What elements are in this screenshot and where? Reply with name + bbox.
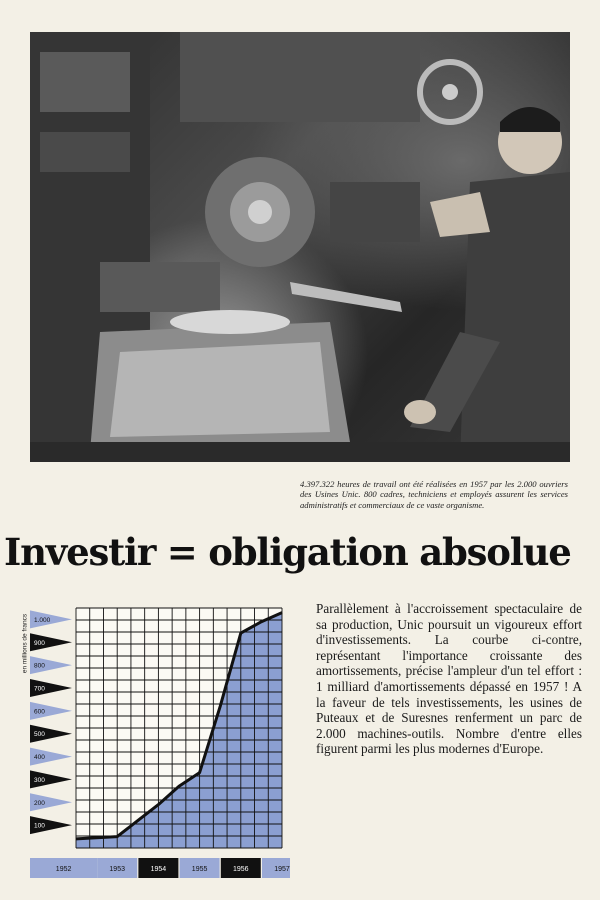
x-tick-label: 1957 bbox=[274, 866, 290, 873]
body-paragraph: Parallèlement à l'accroissement spectaculaire de sa production, Unic poursuit un vigoureux effort d'investissements. La courbe ci-contre, représentant l'importance croissante des amortissements, précise l'ampleur d'un tel effort : 1 milliard d'amortissements dépassé en 1957 ! A la faveur de tels investissements, les usines de Puteaux et de Suresnes renferment un parc de 2.000 machines-outils. Nombre d'entre elles figurent parmi les plus modernes d'Europe. bbox=[316, 601, 582, 757]
y-tick-label: 200 bbox=[34, 799, 45, 807]
chart-svg bbox=[14, 600, 290, 890]
photo-caption: 4.397.322 heures de travail ont été réalisées en 1957 par les 2.000 ouvriers des Usines Unic. 800 cadres, techniciens et employés assurent les services administratifs et commerciaux de ce vaste organisme. bbox=[300, 479, 568, 510]
investment-chart bbox=[14, 600, 290, 890]
page-headline: Investir = obligation absolue bbox=[4, 530, 571, 574]
y-tick-label: 700 bbox=[34, 685, 45, 693]
y-tick-label: 800 bbox=[34, 662, 45, 670]
x-tick-label: 1954 bbox=[150, 866, 167, 873]
y-tick-label: 1.000 bbox=[34, 616, 51, 624]
y-tick-label: 300 bbox=[34, 776, 45, 784]
y-tick-label: 500 bbox=[34, 731, 45, 739]
factory-worker-machine-photo bbox=[30, 32, 570, 462]
y-tick-label: 100 bbox=[34, 822, 45, 830]
x-tick-label: 1952 bbox=[55, 866, 72, 873]
x-tick-label: 1955 bbox=[191, 866, 208, 873]
factory-photo bbox=[30, 32, 570, 462]
x-tick-label: 1956 bbox=[233, 866, 249, 873]
y-tick-label: 600 bbox=[34, 708, 45, 716]
y-tick-label: 900 bbox=[34, 639, 45, 647]
y-tick-label: 400 bbox=[34, 754, 45, 762]
x-tick-label: 1953 bbox=[109, 866, 125, 873]
y-axis-label: en millions de francs bbox=[21, 613, 29, 674]
